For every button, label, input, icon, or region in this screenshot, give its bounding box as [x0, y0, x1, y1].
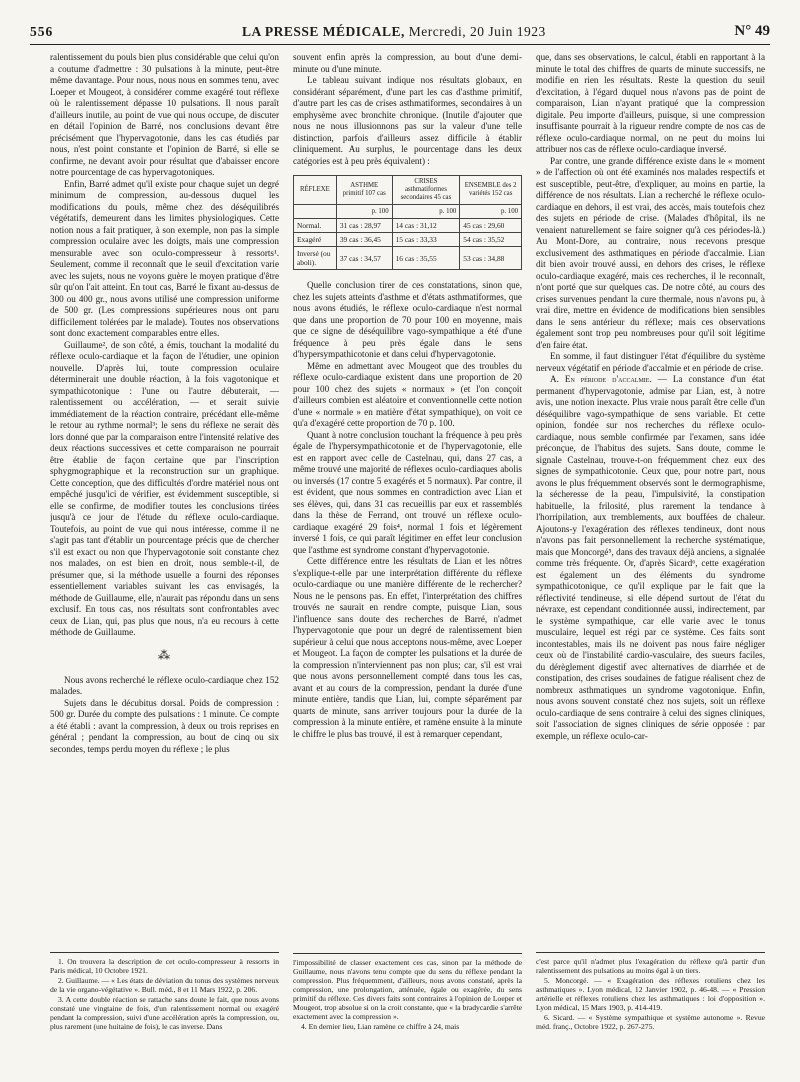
table-cell: 53 cas : 34,88 — [460, 247, 522, 270]
table-row — [294, 233, 522, 247]
paragraph: Quelle conclusion tirer de ces constatations, sinon que, chez les sujets atteints d'asthme et d'états asthmatiformes, que nous avons étudiés, le réflexe oculo-cardiaque n'est normal que dans une proportion de 70 pour 100 en moyenne, mais que ce signe de déséquilibre vago-sympathique a été d'une fréquence à peu près égale dans le sens d'hypersympathicotonie et dans celui d'hypervagotonie. — [293, 280, 522, 359]
issue-number: N° 49 — [734, 23, 770, 39]
column-3 — [536, 52, 765, 1032]
footnote: 4. En dernier lieu, Lian ramène ce chiffre à 24, mais — [301, 1022, 460, 1031]
column-1-body — [50, 52, 279, 952]
paragraph: Le tableau suivant indique nos résultats globaux, en considérant séparément, d'une part les cas d'asthme primitif, d'autre part les cas de crises asthmatiformes, secondaires à un emphysème avec bronchite chronique. (Inutile d'ajouter que nous ne nous illusionnons pas sur la valeur d'une telle distinction, parfois d'ailleurs assez difficile à établir cliniquement. Au surplus, le pourcentage dans les deux catégories est à peu près équivalent) : — [293, 75, 522, 166]
footnote: 6. Sicard. — « Système sympathique et système autonome ». Revue méd. franç., Octobre 1922, p. 267-275. — [536, 1013, 765, 1031]
paragraph: Enfin, Barré admet qu'il existe pour chaque sujet un degré minimum de compression, au-dessous duquel les modifications du pouls, même chez des déséquilibrés végétatifs, demeurent dans les limites physiologiques. Cette notion nous a fait pratiquer, à son exemple, non pas la simple compression oculaire avec les doigts, mais une compression mensurable avec son oculo-compresseur à ressorts¹. Seulement, comme il reconnaît que le seuil d'excitation varie avec les sujets, nous ne voyons guère le moyen pratique d'être sûr qu'on l'ait atteint. En tout cas, Barré le fixant au-dessus de 300 ou 400 gr., nous avons utilisé une compression uniforme de 500 gr. (Les compressions supérieures nous ont paru difficilement tolérées par le malade). Toutes nos observations sont donc exactement comparables entre elles. — [50, 178, 279, 338]
paragraph: Même en admettant avec Mougeot que des troubles du réflexe oculo-cardiaque existent dans une proportion de 20 pour 100 chez des sujets « normaux » (et l'on conçoit d'ailleurs combien est aléatoire et conventionnelle cette notion d'une « normale » en matière d'état sympathique), on voit ce qu'a d'exagéré cette proportion de 70 p. 100. — [293, 360, 522, 428]
unit-label: p. 100 — [336, 205, 392, 219]
table-header-row — [294, 176, 522, 205]
table-header-cell: ENSEMBLE des 2 variétés 152 cas — [460, 176, 522, 205]
results-table — [293, 175, 522, 270]
column-3-body — [536, 52, 765, 952]
paragraph: Guillaume², de son côté, a émis, touchant la modalité du réflexe oculo-cardiaque et la façon de l'étudier, une opinion nouvelle. D'après lui, toute compression oculaire déterminerait une double réaction, à la fois vagotonique et sympathicotonique : l'une ou l'autre débuterait, — ralentissement ou accélération, — et serait suivie immédiatement de la réaction contraire, précédant elle-même le retour au rythme normal³; le sens du réflexe ne serait dès lors donné que par la comparaison entre l'intensité relative des deux réactions successives et cette comparaison ne pourrait être établie de façon certaine que par l'inscription sphygmographique et la reconstruction sur un graphique. Cette conception, que des difficultés d'ordre matériel nous ont empêché jusqu'ici de vérifier, est évidemment susceptible, si elle se confirme, de modifier toutes les conclusions tirées jusqu'à ce jour de l'étude du réflexe oculo-cardiaque. Toutefois, au point de vue qui nous intéresse, comme il ne s'agit pas tant d'établir un pourcentage précis que de chercher s'il est exact ou non que l'hypervagotonie soit constante chez nos malades, on est bien en droit, nous semble-t-il, de présumer que, si la méthode usuelle a fourni des réponses essentiellement variables suivant les cas envisagés, la méthode de Guillaume, elle, n'aurait pas répondu dans un sens exclusif. En tous cas, nos résultats sont confrontables avec ceux de Lian, qui, pas plus que nous, n'a eu recours à cette méthode de Guillaume. — [50, 339, 279, 637]
footnotes — [536, 952, 765, 1032]
table-cell: 31 cas : 28,97 — [336, 219, 392, 233]
table-cell: 37 cas : 34,57 — [336, 247, 392, 270]
column-1 — [50, 52, 279, 1032]
footnote: 2. Guillaume. — « Les états de déviation du tonus des systèmes nerveux de la vie organo-végétative ». Bull. méd., 8 et 11 Mars 1922, p. 206. — [50, 976, 279, 994]
paragraph: souvent enfin après la compression, au bout d'une demi-minute ou d'une minute. — [293, 52, 522, 74]
footnote-continuation: l'impossibilité de classer exactement ces cas, sinon par la méthode de Guillaume, nous n'avons tenu compte que du sens du réflexe pendant la compression. Plus fréquemment, d'ailleurs, nous avons constaté, après la compression, une prolongation, atténuée, égale ou exagérée, du sens primitif du réflexe. Ces divers faits sont contraires à l'opinion de Loeper et Mougeot, trop absolue si on la croit constante, que « la bradycardie s'arrête exactement avec la compression ». — [293, 958, 522, 1021]
table-cell: 39 cas : 36,45 — [336, 233, 392, 247]
section-heading: A. En période d'accalmie. — [550, 374, 652, 384]
row-label: Normal. — [294, 219, 337, 233]
footnotes — [50, 952, 279, 1032]
footnote-continuation: c'est parce qu'il n'admet plus l'exagération du réflexe qu'à partir d'un ralentissement des pulsations au moins égal à un tiers. — [536, 957, 765, 975]
section-text: — La constance d'un état permanent d'hypervagotonie, admise par Lian, est, à notre avis, une notion inexacte. Plus vraie nous paraît être celle d'un déséquilibre vago-sympathique de sens variable. Et cette opinion, fondée sur nos recherches du réflexe oculo-cardiaque, nous semble confirmée par l'examen, sans idée préconçue, de l'habitus des sujets. Sans doute, comme le signale Castelnau, trouve-t-on fréquemment chez eux des signes de sympathicotonie. Ceux que, pour notre part, nous avons le plus fréquemment observés sont le dermographisme, la sécheresse de la peau, l'impulsivité, la constipation habituelle, la frilosité, plus rarement la tendance à l'horripilation, aux tremblements, aux bouffées de chaleur. Ajoutons-y l'exagération des réflexes tendineux, dont nous n'avons pas fait personnellement la recherche systématique, mais que Moncorgé⁵, dans des travaux déjà anciens, a signalée comme très fréquente. Or, d'après Sicard⁶, cette exagération est également un des éléments du syndrome sympathicotonique, ce qu'il explique par le fait que la réflectivité tendineuse, si elle dépend surtout de l'état du névraxe, est cependant conditionnée aussi, indirectement, par le système sympathique, car elle varie avec le tonus musculaire, lequel est régi par ce système. Ces faits sont incontestables, mais ils ne doivent pas nous faire négliger ceux où de l'instabilité cardio-vasculaire, des sueurs faciles, du dérèglement digestif avec alternatives de diarrhée et de constipation, des crises soudaines de fatigue réalisent chez de nombreux asthmatiques un syndrome vagotonique. Enfin, nous avons souvent constaté chez nos sujets, soit un réflexe oculo-cardiaque de sens contraire à celui des signes cliniques, soit l'association de signes cliniques de série opposée : par exemple, un réflexe oculo-car- — [536, 374, 765, 741]
table-cell: 15 cas : 33,33 — [392, 233, 460, 247]
paragraph: Quant à notre conclusion touchant la fréquence à peu près égale de l'hypersympathicotonie et de l'hypervagotonie, elle est en rapport avec celle de Castelnau, qui, dans 27 cas, a même trouvé une majorité de réflexes oculo-cardiaques abolis ou inversés (17 contre 5 exagérés et 5 normaux). Par contre, il est évident, que nous sommes en contradiction avec Lian et ses élèves, qui, dans 31 cas recueillis par eux et rassemblés dans la thèse de Ferrand, ont trouvé un réflexe oculo-cardiaque exagéré 29 fois⁴, normal 1 fois et légèrement inversé 1 fois, ce qui paraît légitimer en effet leur conclusion que l'asthme est syndrome constant d'hypervagotonie. — [293, 429, 522, 555]
unit-label: p. 100 — [392, 205, 460, 219]
section-separator: ⁂ — [158, 647, 171, 662]
row-label: Inversé (ou aboli). — [294, 247, 337, 270]
footnote: 1. On trouvera la description de cet oculo-compresseur à ressorts in Paris médical, 10 Octobre 1921. — [50, 957, 279, 975]
paragraph: En somme, il faut distinguer l'état d'équilibre du système nerveux végétatif en période d'accalmie et en période de crise. — [536, 351, 765, 373]
row-label: Exagéré — [294, 233, 337, 247]
paragraph: ralentissement du pouls bien plus considérable que celui qu'on a coutume d'admettre : 30 pulsations à la minute, peut-être même davantage. Pour nous, nous nous en sommes tenu, avec Loeper et Mougeot, à considérer comme exagéré tout réflexe où le ralentissement dépasse 10 pulsations. Il nous paraît d'ailleurs inutile, au point de vue qui nous occupe, de discuter en détail l'opinion de Barré, nos conclusions devant être précisément que l'hypervagotonie, dans les cas étudiés par nous, n'est point constante et l'opinion de Barré, si elle se confirme, ne devant avoir pour résultat que d'abaisser encore notre pourcentage de cas hypervagotoniques. — [50, 52, 279, 177]
journal-title-line — [242, 24, 546, 40]
page-number: 556 — [30, 24, 54, 39]
paragraph: Cette différence entre les résultats de Lian et les nôtres s'explique-t-elle par une interprétation différente du réflexe oculo-cardiaque ou une manière différente de le rechercher? Nous ne le pensons pas. En effet, l'interprétation des chiffres trouvés ne saurait en rendre compte, puisque Lian, sous l'influence sans doute des recherches de Barré, n'admet l'hypervagotonie que pour un degré de ralentissement bien supérieur à celui que nous acceptons nous-même, avec Loeper et Mougeot. La façon de compter les pulsations et la durée de la compression n'interviennent pas non plus; car, s'il est vrai que nous avons personnellement compté dans tous les cas, avant et au cours de la compression, pendant la durée d'une minute entière, tandis que Lian, lui, compte séparément par quarts de minute, sans arriver toujours pour la durée de la compression à la minute entière, et ramène ensuite à la minute le chiffre le plus bas trouvé, il est à remarquer cependant, — [293, 556, 522, 739]
table-header-cell: RÉFLEXE — [294, 176, 337, 205]
footnotes — [293, 953, 522, 1032]
running-header — [30, 18, 770, 45]
table-unit-row — [294, 205, 522, 219]
article-columns — [50, 52, 765, 1032]
column-2 — [293, 52, 522, 1032]
paragraph: Nous avons recherché le réflexe oculo-cardiaque chez 152 malades. — [50, 674, 279, 696]
paragraph: Par contre, une grande différence existe dans le « moment » de l'affection où ont été examinés nos malades respectifs et est susceptible, peut-être, d'expliquer, au moins en partie, la différence de nos résultats. Lian a recherché le réflexe oculo-cardiaque en dehors, il est vrai, des accès, mais toutefois chez des sujets en période de crise. (Malades d'hôpital, ils ne venaient naturellement se faire soigner qu'à ces périodes-là.) Au Mont-Dore, au contraire, nous recevons presque exclusivement des asthmatiques en période d'accalmie. Lian dit bien avoir trouvé aussi, en dehors des crises, le réflexe oculo-cardiaque exagéré, mais ces recherches, il le reconnaît, n'ont porté que sur quelques cas. De notre côté, au cours des crises survenues pendant la cure thermale, nous n'avons pu, à vrai dire, mettre en évidence de modifications bien sensibles dans le sens antérieur du réflexe; mais ces observations également sont trop peu nombreuses pour qu'il soit légitime d'en faire état. — [536, 155, 765, 350]
footnote: 3. A cette double réaction se rattache sans doute le fait, que nous avons constaté une vingtaine de fois, d'un ralentissement normal ou exagéré pendant la compression, suivi d'une accélération après la compression, ou, plus rarement (une huitaine de fois), le cas inverse. Dans — [50, 995, 279, 1031]
table-header-cell: ASTHME primitif 107 cas — [336, 176, 392, 205]
table-cell: 54 cas : 35,52 — [460, 233, 522, 247]
section-paragraph — [536, 374, 765, 742]
paragraph: que, dans ses observations, le calcul, établi en rapportant à la minute le total des chiffres de quarts de minute successifs, ne modifie en rien les résultats. Reste la question du seuil d'excitation, à l'égard duquel nous n'avons pas de point de comparaison, Lian n'ayant pratiqué que la compression digitale. Peu importe d'ailleurs, puisque, si une compression insuffisante pourrait à la rigueur rendre compte de nos cas de réflexe oculo-cardiaque normal, on ne peut du moins lui attribuer nos cas de réflexe oculo-cardiaque inversé. — [536, 52, 765, 154]
paragraph: Sujets dans le décubitus dorsal. Poids de compression : 500 gr. Durée du compte des pulsations : 1 minute. Ce compte a été établi : avant la compression, à deux ou trois reprises en général ; pendant la compression, au bout de cinq ou six secondes, temps perdu moyen du réflexe ; le plus — [50, 697, 279, 754]
table-cell: 14 cas : 31,12 — [392, 219, 460, 233]
unit-label: p. 100 — [460, 205, 522, 219]
table-cell: 45 cas : 29,60 — [460, 219, 522, 233]
journal-name: LA PRESSE MÉDICALE, — [241, 24, 405, 39]
column-2-body — [293, 52, 522, 953]
table-row — [294, 247, 522, 270]
table-row — [294, 219, 522, 233]
footnote: 5. Moncorgé. — « Exagération des réflexes rotuliens chez les asthmatiques ». Lyon médical, 12 Janvier 1902, p. 46-48. — « Pression artérielle et réflexes rotuliens chez les asthmatiques : loi d'opposition ». Lyon médical, 15 Mars 1903, p. 414-419. — [536, 976, 765, 1012]
table-header-cell: CRISES asthmatiformes secondaires 45 cas — [392, 176, 460, 205]
issue-date: Mercredi, 20 Juin 1923 — [408, 24, 546, 39]
table-cell: 16 cas : 35,55 — [392, 247, 460, 270]
